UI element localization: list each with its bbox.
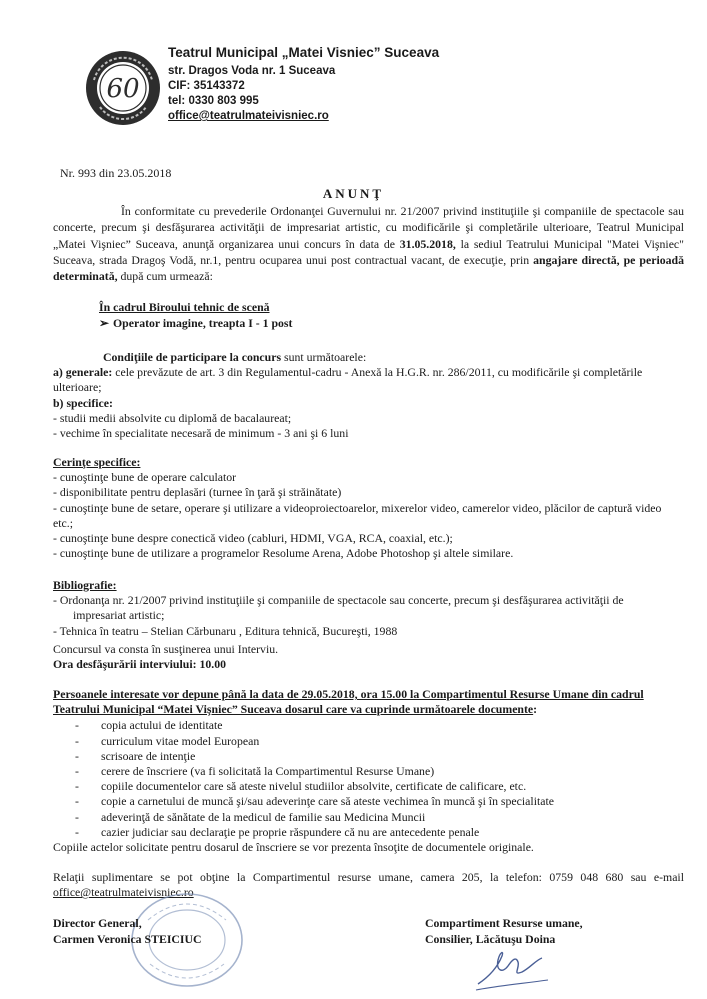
handwritten-signature-icon [472, 946, 552, 992]
general-text: cele prevăzute de art. 3 din Regulamentul-cadru - Anexă la H.G.R. nr. 286/2011, cu modificările şi completările ulterioare; [53, 365, 643, 395]
institution-email-link[interactable]: office@teatrulmateivisniec.ro [168, 110, 329, 122]
document-item-text: copiile documentelor care să ateste nivelul studiilor absolvite, certificate de calificare, etc. [101, 779, 527, 794]
document-item: - scrisoare de intenţie [75, 748, 196, 763]
document-item: - cerere de înscriere (va fi solicitată la Compartimentul Resurse Umane) [75, 764, 435, 779]
application-heading-colon: : [533, 702, 538, 717]
bibliography-item-continuation: impresariat artistic; [73, 608, 165, 623]
contact-text-main: Relaţii suplimentare se pot obţine la Compartimentul resurse umane, camera 205, la telefon: 0759 048 680 sau e-mail [53, 870, 684, 884]
document-item: - copiile documentelor care să ateste nivelul studiilor absolvite, certificate de calificare, etc. [75, 779, 527, 794]
bibliography-title: Bibliografie: [53, 578, 117, 592]
institution-cif: CIF: 35143372 [168, 80, 245, 92]
requirement-item: - cunoştinţe bune despre conectică video (cabluri, HDMI, VGA, RCA, coaxial, etc.); [53, 531, 453, 546]
document-number: Nr. 993 din 23.05.2018 [60, 166, 172, 180]
section-title: În cadrul Biroului tehnic de scenă [99, 300, 270, 314]
document-item: - copie a carnetului de muncă şi/sau adeverinţe care să ateste vechimea în muncă şi în specialitate [75, 794, 554, 809]
institution-phone: tel: 0330 803 995 [168, 95, 259, 107]
specific-item: - vechime în specialitate necesară de minimum - 3 ani şi 6 luni [53, 426, 349, 441]
application-heading-text: Persoanele interesate vor depune până la data de 29.05.2018, ora 15.00 la Compartimentul Resurse Umane din cadrul Teatrului Municipal “Matei Vişniec” Suceava dosarul care va cuprinde următoarele documente [53, 687, 644, 717]
arrow-bullet-icon: ➢ [99, 316, 109, 330]
interview-time: Ora desfăşurării interviului: 10.00 [53, 657, 227, 672]
interview-block [53, 642, 684, 672]
general-label: a) generale: [53, 365, 113, 380]
bibliography-block [53, 578, 684, 639]
documents-list [53, 718, 684, 840]
requirement-item: - cunoştinţe bune de operare calculator [53, 470, 237, 485]
intro-text-run: la sediul Teatrului Municipal "Matei Vişniec" Suceava, strada Dragoş Vodă, nr.1, pentru ocuparea unui post contractual vacant, de execuţie, prin [53, 236, 684, 267]
document-title: ANUNŢ [322, 186, 385, 201]
institution-address: str. Dragos Voda nr. 1 Suceava [168, 65, 336, 77]
requirement-item: - disponibilitate pentru deplasări (turnee în ţară şi străinătate) [53, 485, 342, 500]
document-item-text: cerere de înscriere (va fi solicitată la Compartimentul Resurse Umane) [101, 764, 435, 779]
conditions-heading-bold: Condiţiile de participare la concurs [103, 350, 282, 364]
intro-text-run: după cum urmează: [117, 269, 213, 284]
conditions-heading [53, 350, 684, 365]
requirement-item: - cunoştinţe bune de setare, operare şi utilizare a videoproiectoarelor, mixerelor video, camerelor video, plăcilor de captură video etc.; [53, 500, 662, 530]
interview-line: Concursul va consta în susţinerea unui Interviu. [53, 642, 279, 656]
director-signature-block [53, 916, 202, 947]
document-item: - copia actului de identitate [75, 718, 223, 733]
application-block [53, 687, 684, 855]
requirement-item: - cunoştinţe bune de utilizare a programelor Resolume Arena, Adobe Photoshop şi altele similare. [53, 546, 514, 561]
specific-item: - studii medii absolvite cu diplomă de bacalaureat; [53, 410, 292, 425]
contact-email-link[interactable]: office@teatrulmateivisniec.ro [53, 885, 194, 900]
hr-title: Compartiment Resurse umane, [425, 916, 583, 930]
bibliography-item: - Ordonanţa nr. 21/2007 privind instituţiile şi companiile de spectacole sau concerte, precum şi desfăşurarea activităţii de [53, 593, 624, 608]
conditions-heading-rest: sunt următoarele: [281, 350, 367, 364]
document-item-text: copia actului de identitate [101, 718, 223, 733]
document-item-text: scrisoare de intenţie [101, 748, 196, 763]
document-item: - curriculum vitae model European [75, 733, 260, 748]
copies-note: Copiile actelor solicitate pentru dosarul de înscriere se vor prezenta însoţite de documentele originale. [53, 840, 534, 855]
hr-name: Consilier, Lăcătuşu Doina [425, 931, 556, 946]
intro-block [53, 203, 684, 284]
document-item-text: cazier judiciar sau declaraţie pe proprie răspundere că nu are antecedente penale [101, 824, 480, 839]
document-item: - cazier judiciar sau declaraţie pe proprie răspundere că nu are antecedente penale [75, 824, 480, 839]
document-item: - adeverinţă de sănătate de la medicul de familie sau Medicina Muncii [75, 809, 426, 824]
document-item-text: copie a carnetului de muncă şi/sau adeverinţe care să ateste vechimea în muncă şi în specialitate [101, 794, 554, 809]
bibliography-item: - Tehnica în teatru – Stelian Cărbunaru , Editura tehnică, Bucureşti, 1988 [53, 623, 398, 638]
post-name: Operator imagine, treapta I - 1 post [113, 316, 293, 330]
document-item-text: adeverinţă de sănătate de la medicul de familie sau Medicina Muncii [101, 809, 426, 824]
requirements-title: Cerinţe specifice: [53, 455, 141, 469]
post-line [99, 316, 292, 331]
conditions-general [53, 365, 684, 395]
letterhead [168, 45, 439, 124]
intro-bold-run: 31.05.2018, [399, 236, 456, 251]
document-item-text: curriculum vitae model European [101, 733, 260, 748]
director-name: Carmen Veronica STEICIUC [53, 931, 202, 946]
specific-label: b) specifice: [53, 395, 113, 410]
application-heading [53, 687, 684, 717]
intro-text-run: În conformitate cu prevederile Ordonanţei Guvernului nr. 21/2007 privind instituţiile şi companiile de spectacole sau concerte, precum şi desfăşurarea activităţii de impresariat artistic, cu modificările şi completările ulterioare, Teatrul Municipal „Matei Vişniec” Suceava, anunţă organizarea unui concurs în data de [53, 204, 684, 251]
theatre-logo [84, 49, 162, 127]
institution-name: Teatrul Municipal „Matei Visniec” Suceava [168, 45, 440, 60]
conditions-block [53, 350, 684, 441]
requirements-block [53, 455, 684, 561]
intro-paragraph [53, 203, 684, 284]
hr-signature-block [425, 916, 583, 947]
logo-monogram: 60 [106, 74, 140, 104]
intro-bold-run: angajare directă, pe perioadă determinată, [53, 252, 684, 284]
director-title: Director General, [53, 916, 142, 930]
